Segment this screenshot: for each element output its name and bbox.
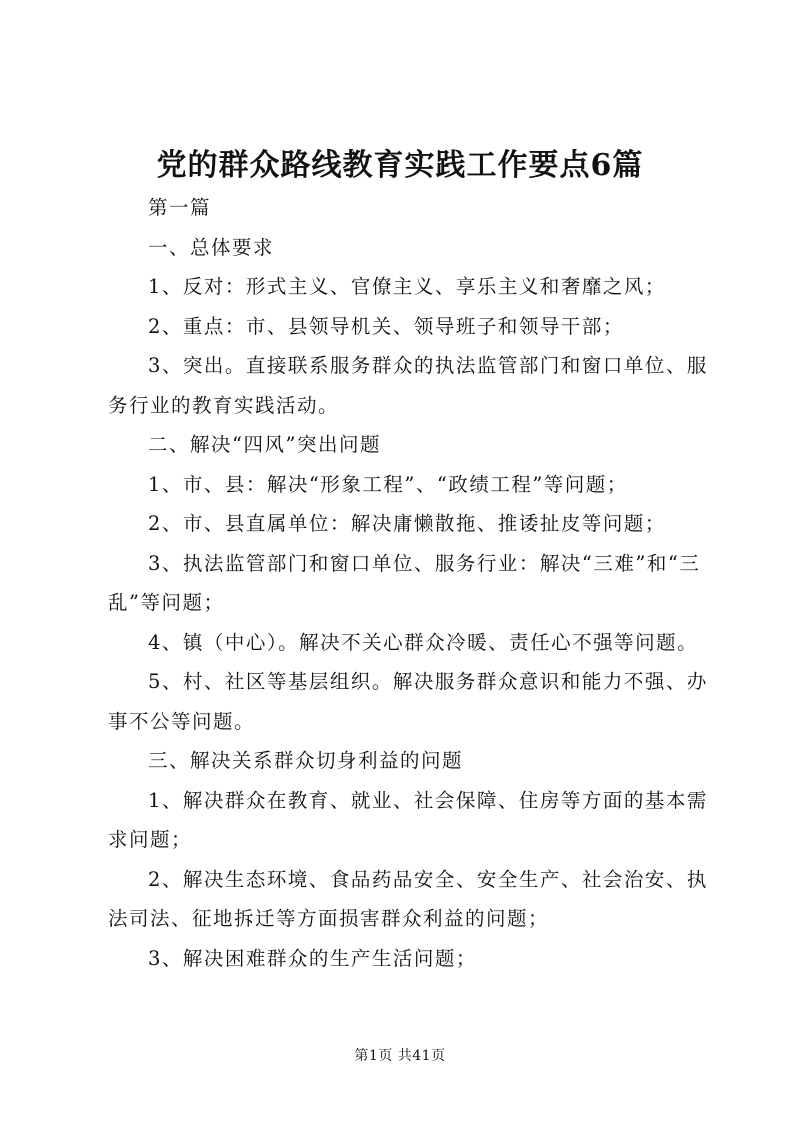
paragraph: 1、解决群众在教育、就业、社会保障、住房等方面的基本需求问题； — [108, 788, 708, 851]
paragraph: 2、市、县直属单位：解决庸懒散拖、推诿扯皮等问题； — [148, 512, 666, 535]
paragraph: 二、解决“四风”突出问题 — [148, 433, 381, 456]
paragraph: 1、市、县：解决“形象工程”、“政绩工程”等问题； — [148, 472, 628, 496]
paragraph: 4、镇（中心）。解决不关心群众冷暖、责任心不强等问题。 — [148, 630, 699, 654]
paragraph: 1、反对：形式主义、官僚主义、享乐主义和奢靡之风； — [148, 275, 666, 298]
paragraph: 2、解决生态环境、食品药品安全、安全生产、社会治安、执法司法、征地拆迁等方面损害群众利益的问题； — [108, 867, 708, 930]
document-body — [108, 188, 712, 978]
paragraph: 一、总体要求 — [148, 235, 275, 259]
paragraph: 第一篇 — [148, 196, 212, 219]
paragraph: 三、解决关系群众切身利益的问题 — [148, 749, 464, 772]
paragraph: 3、解决困难群众的生产生活问题； — [148, 946, 477, 970]
paragraph: 3、执法监管部门和窗口单位、服务行业：解决“三难”和“三乱”等问题； — [108, 551, 701, 614]
paragraph: 5、村、社区等基层组织。解决服务群众意识和能力不强、办事不公等问题。 — [108, 670, 708, 733]
paragraph: 2、重点：市、县领导机关、领导班子和领导干部； — [148, 314, 624, 338]
document-title: 党的群众路线教育实践工作要点6篇 — [156, 148, 644, 183]
paragraph: 3、突出。直接联系服务群众的执法监管部门和窗口单位、服务行业的教育实践活动。 — [108, 354, 708, 417]
page-footer: 第1页 共41页 — [354, 1048, 446, 1064]
